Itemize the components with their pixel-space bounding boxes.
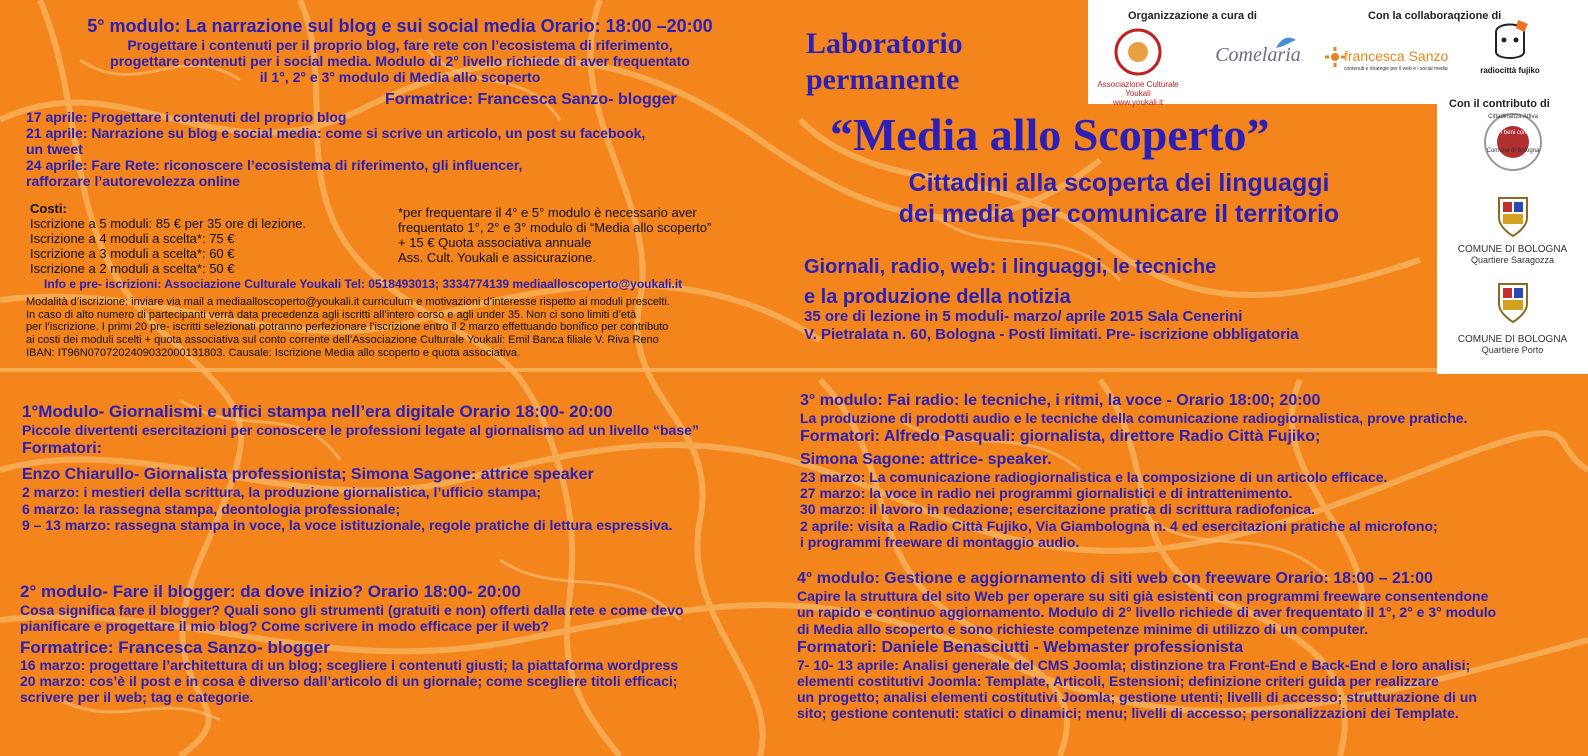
tagline-block [804, 252, 1216, 312]
modulo2-block [20, 582, 790, 706]
modulo5-date-2a: 21 aprile: Narrazione su blog e social media: come si scrive un articolo, un post su facebook, [26, 125, 646, 142]
comune-bologna-porto [1437, 334, 1588, 355]
costi-line-2: Iscrizione a 4 moduli a scelta*: 75 € [30, 230, 235, 246]
modulo3-date-2: 27 marzo: la voce in radio nei programmi giornalistici e di intrattenimento. [800, 485, 1293, 502]
modalita-block [26, 296, 796, 359]
organizzazione-label: Organizzazione a cura di [1128, 10, 1257, 22]
costi-note-1: *per frequentare il 4° e 5° modulo è necessario aver [398, 205, 697, 220]
costi-title: Costi: [30, 201, 67, 216]
modulo3-desc: La produzione di prodotti audio e le tecniche della comunicazione radiogiornalistica, prove pratiche. [800, 410, 1468, 427]
modulo3-title: 3° modulo: Fai radio: le tecniche, i ritmi, la voce - Orario 18:00; 20:00 [800, 392, 1321, 409]
modulo5-date-2b: un tweet [26, 141, 83, 158]
costi-note-2: frequentato 1°, 2° e 3° modulo di “Media allo scoperto” [398, 219, 712, 235]
course-info-2: V. Pietralata n. 60, Bologna - Posti limitati. Pre- iscrizione obbligatoria [804, 326, 1299, 343]
main-title: “Media allo Scoperto” [830, 109, 1270, 160]
modulo1-names: Enzo Chiarullo- Giornalista professionista; Simona Sagone: attrice speaker [22, 466, 594, 484]
modulo1-date-1: 2 marzo: i mestieri della scrittura, la produzione giornalistica, l’ufficio stampa; [22, 484, 541, 501]
modulo5-formatrice: Formatrice: Francesca Sanzo- blogger [385, 91, 677, 108]
costi-note-4: Ass. Cult. Youkali e assicurazione. [398, 249, 596, 265]
modulo4-block [797, 570, 1582, 721]
modalita-line-4: ai costi dei moduli scelti + quota associativa sul conto corrente dell’Associazione Culturale Youkali: Emil Banca filiale V. Riva Reno [26, 333, 659, 346]
citt-line-3: Comune di Bologna [1486, 148, 1540, 154]
youkali-caption [1088, 80, 1188, 107]
subtitle-line-1: Cittadini alla scoperta dei linguaggi [908, 169, 1330, 197]
contributors-panel [1437, 96, 1588, 374]
modulo2-desc-2: pianificare e progettare il mio blog? Come scrivere in modo efficace per il web? [20, 617, 550, 634]
modulo5-date-1: 17 aprile: Progettare i contenuti del proprio blog [26, 109, 347, 125]
contributo-label: Con il contributo di [1449, 98, 1550, 110]
costi-note-3: + 15 € Quota associativa annuale [398, 234, 592, 250]
modulo4-date-4: sito; gestione contenuti: statici o dinamici; menu; livelli di accesso; personalizzazioni dei Template. [797, 705, 1459, 722]
modulo1-title: 1°Modulo- Giornalismi e uffici stampa nell’era digitale Orario 18:00- 20:00 [22, 402, 613, 421]
laboratorio-line-2: permanente [806, 63, 960, 96]
youkali-caption-sub: Associazione Culturale Youkali [1097, 80, 1179, 98]
modulo4-date-3: un progetto; analisi elementi costitutivi Joomla; gestione utenti; livelli di accesso; strutturazione di un [797, 689, 1477, 706]
modalita-line-2: In caso di alto numero di partecipanti verrà data precedenza agli iscritti all’intero corso e agli under 35. Non ci sono limiti d’età [26, 308, 637, 321]
costi-line-1: Iscrizione a 5 moduli: 85 € per 35 ore di lezione. [30, 215, 307, 231]
modalita-line-3: per l’iscrizione. I primi 20 pre- iscritti selezionati potranno perfezionare l’iscrizione entro il 2 marzo effettuando bonifico per contributo [26, 321, 669, 334]
tagline-line-2: e la produzione della notizia [804, 286, 1071, 308]
modalita-line-1: Modalità d’iscrizione: inviare via mail a mediaalloscoperto@youkali.it curriculum e motivazioni d’interesse rispetto ai moduli prescelti. [26, 296, 670, 308]
tagline-line-1: Giornali, radio, web: i linguaggi, le tecniche [804, 256, 1217, 278]
radiocitta-fujiko-logo [1488, 18, 1532, 64]
modulo2-formatrice: Formatrice: Francesca Sanzo- blogger [20, 637, 330, 657]
modulo4-desc-2: un rapido e continuo aggiornamento. Modulo di 2° livello richiede di aver frequentato il 1°, 2° e 3° modulo [797, 604, 1497, 621]
citt-line-1: Cittadinanza Attiva [1488, 114, 1538, 120]
bird-icon [1274, 34, 1298, 54]
quartiere-porto: Quartiere Porto [1481, 345, 1544, 355]
modulo5-dates [26, 109, 786, 189]
modulo5-block [20, 16, 780, 85]
comelaria-logo: Comelaria [1215, 44, 1301, 66]
youkali-url: www.youkali.it [1112, 98, 1164, 107]
modulo4-formatori: Formatori: Daniele Benasciutti - Webmaster professionista [797, 638, 1244, 656]
modulo3-block [800, 392, 1580, 550]
quartiere-saragozza: Quartiere Saragozza [1470, 255, 1555, 265]
modulo4-date-2: elementi costitutivi Joomla: Template, Articoli, Estensioni; definizione criteri guida per realizzare [797, 673, 1439, 690]
youkali-logo [1114, 26, 1162, 78]
modulo5-date-3a: 24 aprile: Fare Rete: riconoscere l’ecosistema di riferimento, gli influencer, [26, 157, 523, 174]
course-info [804, 308, 1299, 344]
subtitle-line-2: dei media per comunicare il territorio [898, 200, 1340, 229]
cittadinanza-attiva-text [1477, 114, 1549, 154]
comune-bologna-2: COMUNE DI BOLOGNA [1457, 334, 1568, 345]
francesca-sanzo-sub: contenuti e strategie per il web e i social media [1344, 66, 1448, 72]
modulo3-date-4b: i programmi freeware di montaggio audio. [800, 533, 1080, 550]
modulo2-date-1: 16 marzo: progettare l’architettura di un blog; scegliere i contenuti giusti; la piattaforma wordpress [20, 657, 679, 674]
modulo1-formatori: Formatori: [22, 439, 102, 457]
modulo5-title: 5° modulo: La narrazione sul blog e sui social media Orario: 18:00 –20:00 [87, 16, 713, 36]
partners-panel [1088, 0, 1588, 107]
comune-bologna-1: COMUNE DI BOLOGNA [1457, 244, 1568, 255]
laboratorio-title [806, 26, 963, 98]
comune-bologna-saragozza [1437, 244, 1588, 265]
course-info-1: 35 ore di lezione in 5 moduli- marzo/ aprile 2015 Sala Cenerini [804, 308, 1243, 325]
modulo4-desc-3: di Media allo scoperto e sono richieste competenze minime di utilizzo di un computer. [797, 620, 1368, 637]
modulo3-formatori-2: Simona Sagone: attrice- speaker. [800, 450, 1052, 468]
modulo3-date-3: 30 marzo: il lavoro in redazione; esercitazione pratica di scrittura radiofonica. [800, 501, 1316, 518]
modulo1-block [22, 402, 792, 533]
modulo5-date-3b: rafforzare l’autorevolezza online [26, 173, 240, 190]
modulo2-title: 2° modulo- Fare il blogger: da dove inizio? Orario 18:00- 20:00 [20, 582, 521, 601]
modulo2-desc-1: Cosa significa fare il blogger? Quali sono gli strumenti (gratuiti e non) offerti dalla rete e come devo [20, 601, 684, 618]
modulo4-desc-1: Capire la struttura del sito Web per operare su siti già esistenti con programmi freeware consentendone [797, 588, 1489, 605]
francesca-sanzo-logo: francesca Sanzo [1344, 48, 1449, 64]
modulo2-date-2a: 20 marzo: cos’è il post e in cosa è diverso dall’articolo di un giornale; come scegliere titoli efficaci; [20, 673, 678, 690]
collaborazione-label: Con la collaboraqzione di [1368, 10, 1502, 22]
laboratorio-line-1: Laboratorio [806, 27, 963, 60]
citt-line-2: Per i beni comuni [1489, 130, 1537, 136]
costi-note-block [398, 206, 788, 266]
radiocitta-fujiko-caption: radiocittà fujiko [1480, 66, 1540, 75]
comune-bologna-crest-icon [1495, 192, 1531, 238]
comune-bologna-crest-icon-2 [1495, 278, 1531, 324]
modulo3-date-1: 23 marzo: La comunicazione radiogiornalistica e la composizione di un articolo efficace. [800, 469, 1388, 486]
modulo1-date-2: 6 marzo: la rassegna stampa, deontologia professionale; [22, 500, 401, 517]
modulo1-desc: Piccole divertenti esercitazioni per conoscere le professioni legate al giornalismo ad un livello “base” [22, 421, 699, 438]
info-iscrizioni: Info e pre- iscrizioni: Associazione Culturale Youkali Tel: 0518493013; 3334774139 mediaalloscoperto@youkali.it [44, 277, 683, 291]
costi-line-3: Iscrizione a 3 moduli a scelta*: 60 € [30, 245, 235, 261]
modulo5-desc-1: Progettare i contenuti per il proprio blog, fare rete con l’ecosistema di riferimento, [127, 36, 673, 53]
modulo5-desc-3: il 1°, 2° e 3° modulo di Media allo scoperto [259, 68, 541, 85]
costi-block [30, 202, 400, 277]
modulo4-title: 4° modulo: Gestione e aggiornamento di siti web con freeware Orario: 18:00 – 21:00 [797, 570, 1433, 587]
subtitle-block [804, 168, 1434, 231]
modulo3-date-4a: 2 aprile: visita a Radio Città Fujiko, Via Giambologna n. 4 ed esercitazioni pratiche al microfono; [800, 517, 1438, 534]
modalita-line-5: IBAN: IT96N0707202409032000131803. Causale: Iscrizione Media allo scoperto e quota associativa. [26, 346, 521, 359]
modulo4-date-1: 7- 10- 13 aprile: Analisi generale del CMS Joomla; distinzione tra Front-End e Back-End e loro analisi; [797, 657, 1471, 674]
modulo5-desc-2: progettare contenuti per i social media. Modulo di 2° livello richiede di aver frequentato [110, 52, 690, 69]
modulo2-date-2b: scrivere per il web; tag e categorie. [20, 689, 254, 706]
francesca-sanzo-icon [1324, 46, 1346, 68]
modulo3-formatori-1: Formatori: Alfredo Pasquali: giornalista, direttore Radio Città Fujiko; [800, 428, 1321, 446]
costi-line-4: Iscrizione a 2 moduli a scelta*: 50 € [30, 260, 235, 276]
modulo1-date-3: 9 – 13 marzo: rassegna stampa in voce, la voce istituzionale, regole pratiche di lettura espressiva. [22, 516, 673, 533]
